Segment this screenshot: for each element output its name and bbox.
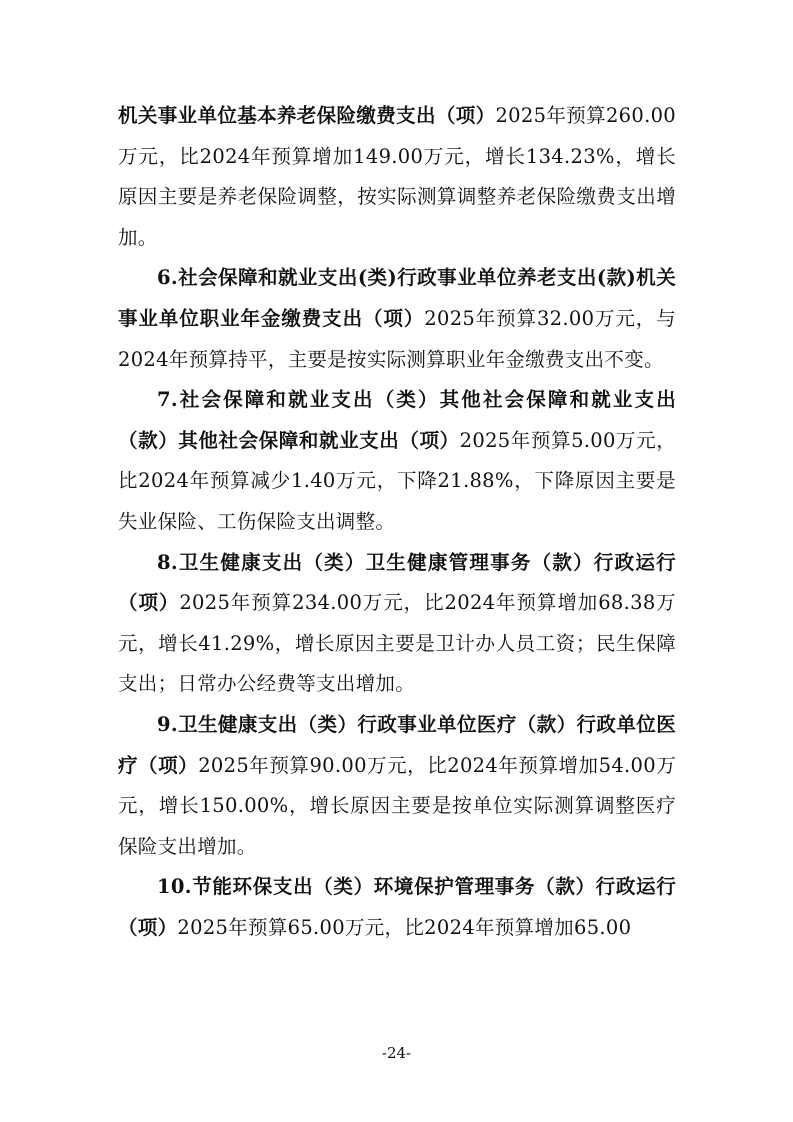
paragraph-pension-insurance-cont bbox=[118, 96, 676, 258]
paragraph-heading: 10.节能环保支出（类）环境保护管理事务（款）行政运行（项） bbox=[118, 875, 676, 939]
paragraph-7-other-social-security bbox=[118, 380, 676, 542]
body-text bbox=[118, 96, 676, 948]
paragraph-8-health-administration bbox=[118, 543, 676, 705]
paragraph-heading: 7.社会保障和就业支出（类）其他社会保障和就业支出（款）其他社会保障和就业支出（项） bbox=[118, 388, 676, 452]
page-number: -24- bbox=[381, 1044, 412, 1062]
paragraph-body: 2025年预算90.00万元，比2024年预算增加54.00万元，增长150.00%，增长原因主要是按单位实际测算调整医疗保险支出增加。 bbox=[118, 753, 676, 858]
paragraph-body: 2025年预算65.00万元，比2024年预算增加65.00 bbox=[177, 915, 632, 939]
paragraph-body: 2025年预算32.00万元，与2024年预算持平，主要是按实际测算职业年金缴费支出不变。 bbox=[118, 306, 676, 371]
paragraph-heading: 9.卫生健康支出（类）行政事业单位医疗（款）行政单位医疗（项） bbox=[118, 712, 676, 777]
paragraph-9-administrative-medical bbox=[118, 705, 676, 867]
paragraph-heading: 6.社会保障和就业支出(类)行政事业单位养老支出(款)机关事业单位职业年金缴费支出（项） bbox=[118, 266, 676, 330]
paragraph-body: 2025年预算260.00万元，比2024年预算增加149.00万元，增长134.23%，增长原因主要是养老保险调整，按实际测算调整养老保险缴费支出增加。 bbox=[118, 104, 676, 249]
paragraph-6-occupational-annuity bbox=[118, 258, 676, 380]
paragraph-heading: 8.卫生健康支出（类）卫生健康管理事务（款）行政运行（项） bbox=[118, 550, 676, 615]
paragraph-heading: 机关事业单位基本养老保险缴费支出（项） bbox=[118, 104, 496, 127]
paragraph-10-environmental-protection bbox=[118, 867, 676, 948]
paragraph-body: 2025年预算234.00万元，比2024年预算增加68.38万元，增长41.29%，增长原因主要是卫计办人员工资；民生保障支出；日常办公经费等支出增加。 bbox=[118, 591, 676, 696]
paragraph-body: 2025年预算5.00万元，比2024年预算减少1.40万元，下降21.88%，下降原因主要是失业保险、工伤保险支出调整。 bbox=[118, 428, 676, 533]
